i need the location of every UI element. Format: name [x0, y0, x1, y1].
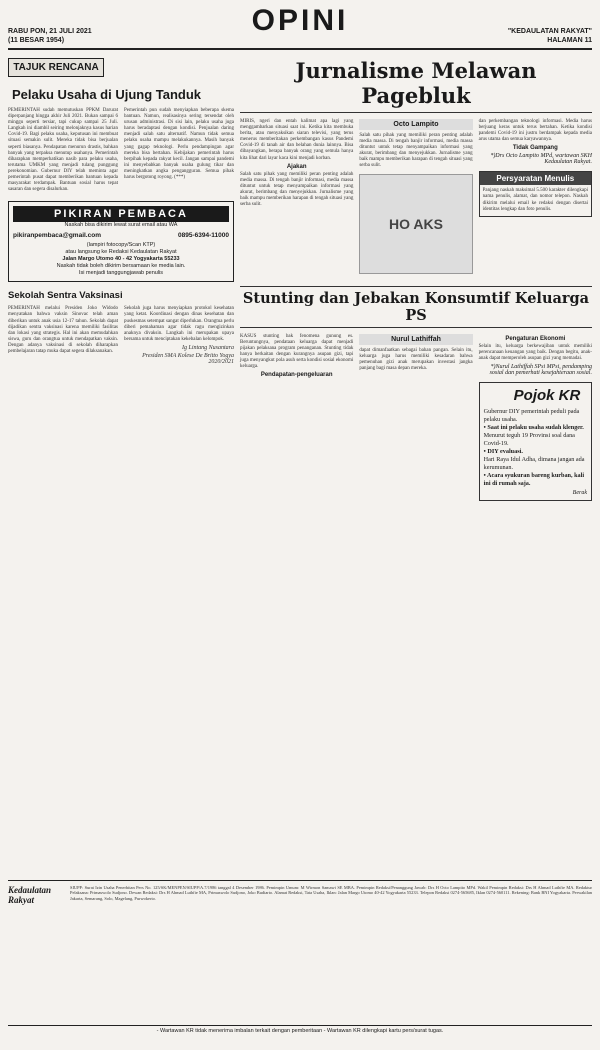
section-title: OPINI — [251, 4, 349, 37]
main-col3-text: dan perkembangan teknologi informasi. Media harus berjuang keras untuk terus bertahan. Ketika kondisi pandemi Covid-19 ini justru berdampak kepada media arus utama dan semua karyawannya. — [478, 119, 592, 143]
main-author-signature: *)Drs Octo Lampito MPd, wartawan SKH Kedaulatan Rakyat. — [490, 153, 592, 166]
pojok-item3: Hari Raya Idul Adha, dimana jangan ada kerumunan. — [483, 455, 585, 471]
stunting-author: Nurul Lathiffah — [359, 334, 472, 345]
main-col1 — [240, 119, 353, 278]
persyaratan-box — [479, 171, 592, 216]
main-author: Octo Lampito — [359, 119, 472, 130]
stunting-col3 — [479, 334, 592, 501]
masthead — [8, 4, 592, 50]
publisher-name: "KEDAULATAN RAKYAT" — [507, 28, 592, 35]
pikiran-line2: (lampiri fotocopy/Scan KTP) — [86, 242, 156, 249]
main-article-title: Jurnalisme Melawan Pagebluk — [240, 58, 592, 113]
main-col3 — [479, 119, 592, 278]
pojok-kr-box — [479, 382, 592, 501]
pikiran-line4: Naskah tidak boleh dikirim bersamaan ke media lain. — [56, 263, 186, 270]
pikiran-contact — [13, 232, 229, 239]
stunting-subhead1: Pendapatan-pengeluaran — [260, 372, 333, 379]
pojok-item2b: • DIY evaluasi. — [483, 447, 523, 455]
main-col2 — [359, 119, 472, 278]
pikiran-email[interactable]: pikiranpembaca@gmail.com — [13, 232, 101, 240]
pojok-signature: Berak — [572, 489, 587, 496]
sentra-body-col1: PEMERINTAH melalui Presiden Joko Widodo menyatakan bahwa vaksin Sinovac telah aman diberikan untuk anak usia 12-17 tahun. Sekolah dapat dijadikan sentra vaksinasi karena memiliki fasilitas dan lokasi yang strategis. Hal ini akan memudahkan siswa, guru dan orangtua untuk mendapatkan vaksin. Dengan adanya vaksinasi di sekolah diharapkan pembelajaran tatap muka dapat segera dilaksanakan. — [8, 306, 118, 354]
left-column — [8, 58, 234, 365]
stunting-col2 — [359, 334, 472, 501]
tajuk-label: TAJUK RENCANA — [8, 58, 104, 77]
tajuk-body-col2: Pemerintah pun sudah menyiapkan beberapa skema bantuan. Namun, realisasinya sering tersendat oleh urusan administrasi. Di sisi lain, pelaku usaha juga harus beradaptasi dengan kondisi. Penjualan daring menjadi salah satu alternatif. Namun tidak semua pelaku usaha mampu melakukannya. Masih banyak yang gagap teknologi. Perlu pendampingan agar mereka bisa bertahan. Kebijakan pemerintah harus berpihak kepada rakyat kecil. Jangan sampai pandemi ini menyebabkan banyak usaha gulung tikar dan meningkatkan angka pengangguran. Semua pihak harus bergotong royong. (***) — [124, 108, 234, 181]
stunting-col3-text: Selain itu, keluarga berkewajiban untuk memiliki perencanaan keuangan yang baik. Dengan begitu, anak-anak dapat memperoleh asupan gizi yang memadai. — [478, 343, 592, 361]
persyaratan-body: Panjang naskah maksimal 5.500 karakter dilengkapi nama penulis, alamat, dan nomor telepon. Naskah dikirim melalui email ke redaksi dengan disertai identitas lengkap dan foto penulis. — [482, 188, 588, 212]
sentra-body-col2-text: Sekolah juga harus menyiapkan protokol kesehatan yang ketat. Koordinasi dengan dinas kesehatan dan puskesmas setempat sangat diperlukan. Orangtua perlu diberi pemahaman agar tidak ragu mengizinkan anaknya divaksin. Langkah ini merupakan upaya bersama untuk menciptakan kekebalan kelompok. — [124, 306, 234, 342]
main-col1-text: MIRIS, ngeri dan entah kalimat apa lagi yang menggambarkan situasi saat ini. Ketika kita membuka berita, atau menyaksikan siaran televisi, yang terus menerus memberitakan perkembangan kasus Pandemi Covid-19 di tanah air dan belahan dunia lainnya. Bisa dibayangkan, berapa banyak orang yang semula hanya kita lihat dari layar kaca kini menjadi korban. — [240, 119, 354, 161]
tajuk-title: Pelaku Usaha di Ujung Tanduk — [12, 87, 202, 102]
pojok-title: Pojok KR — [513, 386, 581, 404]
right-column — [240, 58, 592, 501]
stunting-col1-text: KASUS stunting bak fenomena gunung es. Beruntungnya, pendataan keluarga dapat menjadi pijakan pelaksana program penanganan. Stunting tidak hanya berkaitan dengan kurangnya asupan gizi, tapi juga menyangkut pola asuh serta kondisi sosial ekonomi keluarga. — [240, 333, 354, 370]
main-subhead-tidak-gampang: Tidak Gampang — [512, 145, 558, 152]
pikiran-line3: atau langsung ke Redaksi Kedaulatan Rakyat — [65, 249, 177, 256]
pojok-item1b: • Saat ini pelaku usaha sudah klenger. — [483, 423, 584, 431]
imprint-note: - Wartawan KR tidak menerima imbalan terkait dengan pemberitaan - Wartawan KR dilengkapi kartu pers/surat tugas. — [8, 1025, 592, 1034]
issue-date: RABU PON, 21 JULI 2021 — [8, 28, 92, 35]
cartoon-image: HO AKS — [359, 174, 472, 274]
imprint-brand: Kedaulatan Rakyat — [8, 885, 52, 905]
persyaratan-title: Persyaratan Menulis — [480, 172, 591, 185]
pikiran-line5: Isi menjadi tanggungjawab penulis — [78, 270, 164, 277]
pikiran-pembaca-box — [8, 201, 234, 282]
pojok-item3b: • Acara syukuran bareng kurban, kali ini di rumah saja. — [483, 471, 585, 487]
stunting-title: Stunting dan Jebakan Konsumtif Keluarga PS — [240, 286, 592, 328]
main-article-body — [240, 119, 592, 278]
tajuk-body-col1: PEMERINTAH sudah memutuskan PPKM Darurat diperpanjang hingga akhir Juli 2021. Bukan sampai 6 minggu seperti tersiar, tapi cukup sampai 25 Juli. Langkah ini diambil seiring melonjaknya kasus harian Covid-19. Bagi pelaku usaha, keputusan ini membuat situasi semakin sulit. Mereka tidak bisa berjualan seperti biasanya. Pendapatan menurun drastis, bahkan banyak yang terpaksa menutup usahanya. Pemerintah diharapkan memperhatikan nasib para pelaku usaha, terutama UMKM yang menjadi tulang punggung perekonomian. Gubernur DIY telah meminta agar pemerintah pusat dapat memberikan bantuan kepada masyarakat terdampak. Bantuan sosial harus tepat sasaran dan segera disalurkan. — [8, 108, 118, 193]
pikiran-wa[interactable]: 0895-6394-11000 — [178, 232, 229, 240]
sentra-author-info: Presiden SMA Kolese De Britto Yogya 2020/2021 — [142, 352, 234, 366]
stunting-author-signature: *)Nurul Lathiffah SPsi MPsi, pendamping sosial dan pemerhati kesejahteraan sosial. — [489, 363, 592, 376]
stunting-col2-text: dapat dimanfaatkan sebagai bahan pangan. Selain itu, keluarga juga harus memiliki kesadaran bahwa pemenuhan gizi anak merupakan investasi jangka panjang bagi masa depan mereka. — [359, 347, 473, 371]
imprint-inner — [8, 881, 592, 905]
issue-hijri-date: (11 BESAR 1954) — [8, 37, 65, 44]
sentra-author: Ig Lintang Nusantara — [181, 344, 234, 351]
pikiran-pembaca-title: PIKIRAN PEMBACA — [13, 206, 229, 222]
stunting-subhead2: Pengaturan Ekonomi — [505, 335, 566, 342]
imprint-body: SIUPP: Surat Izin Usaha Penerbitan Pers No. 125/SK/MENPEN/SIUPP/A.7/1986 tanggal 4 Desember 1986. Pemimpin Umum: M Wirmon Samawi SE MBA. Pemimpin Redaksi/Penanggung Jawab: Drs H Octo Lampito MPd. Wakil Pemimpin Redaksi: Drs H Ahmad Luthfie MA. Redaktur Pelaksana: Primaswolo Sudjono. Dewan Redaksi: Drs H Ahmad Luthfie MA, Primaswolo Sudjono, Joko Budiarto. Alamat Redaksi, Tata Usaha, Iklan: Jalan Margo Utomo 40-42 Yogyakarta 55233. Telepon Redaksi 0274-565685, Iklan 0274-560111. Rekening: Bank BNI Yogyakarta. Perwakilan Jakarta, Semarang, Solo, Magelang, Purwokerto. — [70, 885, 592, 901]
pojok-item1: Gubernur DIY pemerintah peduli pada pelaku usaha. — [483, 407, 580, 423]
main-col1-text-more: Salah satu pihak yang memiliki peran penting adalah media massa. Di tengah banjir informasi, media massa dituntut untuk tetap menyampaikan informasi yang akurat, berimbang dan menyejukkan. Jurnalisme yang baik mampu memberikan harapan di tengah situasi yang serba sulit. — [240, 171, 354, 208]
main-subhead-ajakan: Ajakan — [286, 163, 307, 170]
tajuk-body — [8, 108, 234, 193]
sentra-title: Sekolah Sentra Vaksinasi — [8, 290, 123, 302]
stunting-body — [240, 334, 592, 501]
page-number: HALAMAN 11 — [547, 37, 592, 44]
pojok-text — [484, 408, 587, 488]
pikiran-line1: Naskah bisa dikirim lewat surat email atau WA — [64, 222, 178, 229]
imprint-footer — [8, 880, 592, 1038]
sentra-body-col2 — [124, 306, 234, 365]
stunting-col1 — [240, 334, 353, 501]
main-col2-text: Salah satu pihak yang memiliki peran penting adalah media massa. Di tengah banjir informasi, media massa dituntut untuk tetap menyampaikan informasi yang akurat, berimbang dan menyejukkan. Jurnalisme yang baik mampu memberikan harapan di tengah situasi yang serba sulit. — [359, 133, 473, 169]
sentra-body — [8, 306, 234, 365]
pikiran-address: Jalan Margo Utomo 40 - 42 Yogyakarta 55233 — [62, 256, 180, 263]
pojok-item2: Menurut teguh 19 Provinsi soal dana Covid-19. — [483, 431, 575, 447]
